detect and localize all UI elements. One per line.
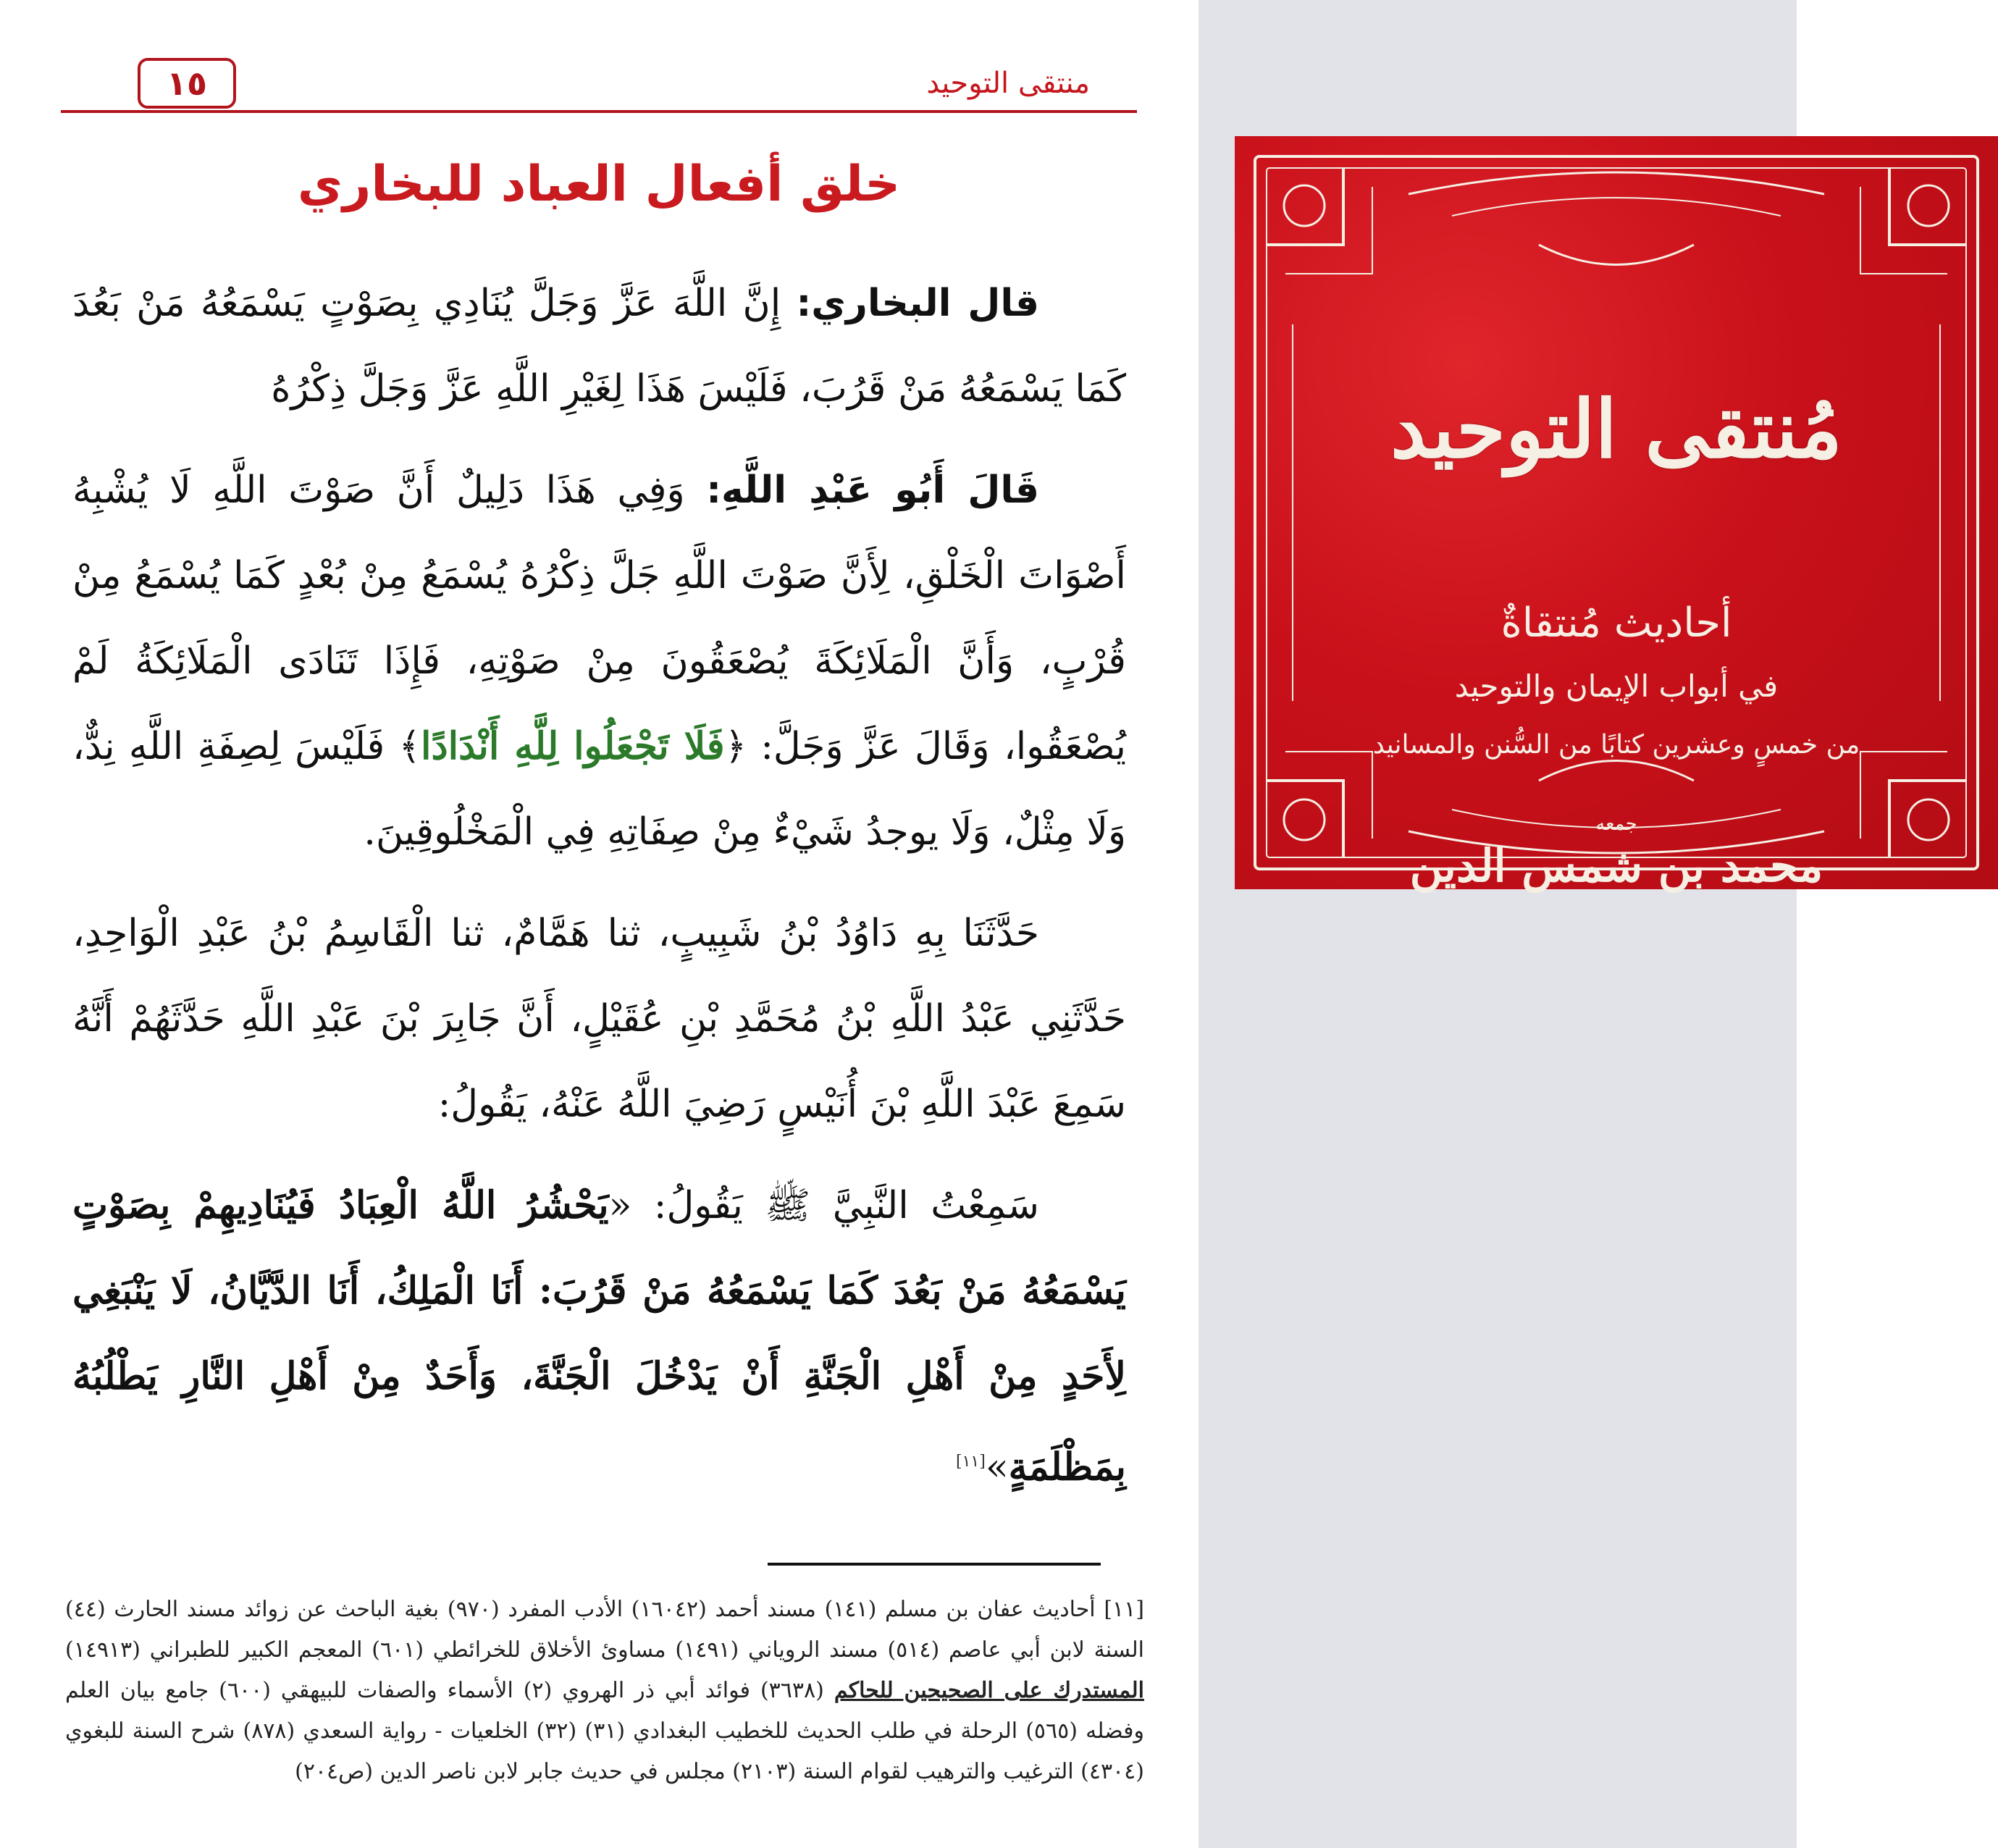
- paragraph-4: [72, 1163, 1126, 1510]
- cover-subtitle-3: من خمسٍ وعشرين كتابًا من السُّنن والمسانيد: [1372, 730, 1860, 760]
- footnote-text-2: (٣٦٣٨) فوائد أبي ذر الهروي (٢) الأسماء والصفات للبيهقي (٦٠٠) جامع بيان العلم وفضله (٥٦٥) الرحلة في طلب الحديث للخطيب البغدادي (٣١) (٣٢) الخلعيات - رواية السعدي (٨٧٨) شرح السنة للبغوي (٤٣٠٤) الترغيب والترهيب لقوام السنة (٢١٠٣) مجلس في حديث جابر لابن ناصر الدين (ص٢٠٤): [65, 1678, 1144, 1784]
- footnote: [65, 1589, 1144, 1792]
- cover-subtitle-2: في أبواب الإيمان والتوحيد: [1454, 668, 1779, 704]
- header-rule: [61, 110, 1137, 113]
- paragraph-2-text: وَفِي هَذَا دَلِيلٌ أَنَّ صَوْتَ اللَّهِ لَا يُشْبِهُ أَصْوَاتَ الْخَلْقِ، لِأَنَّ صَوْتَ اللَّهِ جَلَّ ذِكْرُهُ يُسْمَعُ مِنْ بُعْدٍ كَمَا يُسْمَعُ مِنْ قُرْبٍ، وَأَنَّ الْمَلَائِكَةَ يُصْعَقُونَ مِنْ صَوْتِهِ، فَإِذَا تَنَادَى الْمَلَائِكَةُ لَمْ يُصْعَقُوا، وَقَالَ عَزَّ وَجَلَّ: ﴿: [72, 469, 1127, 768]
- cover-subtitle-1: أحاديث مُنتقاةٌ: [1500, 600, 1732, 647]
- paragraph-2: [72, 448, 1126, 875]
- paragraph-3-text: حَدَّثَنَا بِهِ دَاوُدُ بْنُ شَبِيبٍ، ثنا هَمَّامٌ، ثنا الْقَاسِمُ بْنُ عَبْدِ الْوَاحِدِ، حَدَّثَنِي عَبْدُ اللَّهِ بْنُ مُحَمَّدِ بْنِ عُقَيْلٍ، أَنَّ جَابِرَ بْنَ عَبْدِ اللَّهِ حَدَّثَهُمْ أَنَّهُ سَمِعَ عَبْدَ اللَّهِ بْنَ أُنَيْسٍ رَضِيَ اللَّهُ عَنْهُ، يَقُولُ:: [72, 912, 1126, 1126]
- section-title: خلق أفعال العباد للبخاري: [297, 156, 901, 213]
- cover-ornament-frame: [1235, 136, 1998, 889]
- cover-author: محمد بن شمس الدين: [1409, 839, 1823, 892]
- quran-verse: فَلَا تَجْعَلُوا لِلَّهِ أَنْدَادًا: [421, 724, 725, 768]
- footnote-ref[interactable]: [١١]: [955, 1453, 986, 1471]
- footnote-rule: [768, 1563, 1101, 1566]
- paragraph-3: [72, 891, 1126, 1147]
- paragraph-2-lead: قَالَ أَبُو عَبْدِ اللَّهِ:: [706, 469, 1039, 512]
- paragraph-2-text-cont: ﴾ فَلَيْسَ لِصِفَةِ اللَّهِ نِدٌّ، وَلَا مِثْلٌ، وَلَا يوجدُ شَيْءٌ مِنْ صِفَاتِهِ فِي الْمَخْلُوقِينَ.: [72, 725, 1126, 854]
- paragraph-1-lead: قال البخاري:: [796, 282, 1039, 325]
- book-cover: [1235, 136, 1998, 892]
- cover-title: مُنتقى التوحيد: [1390, 382, 1842, 476]
- cover-compiled-by: [1235, 813, 1998, 892]
- hadith-text: يَحْشُرُ اللَّهُ الْعِبَادُ فَيُنَادِيهِمْ بِصَوْتٍ يَسْمَعُهُ مَنْ بَعُدَ كَمَا يَسْمَعُهُ مَنْ قَرُبَ: أَنَا الْمَلِكُ، أَنَا الدَّيَّانُ، لَا يَنْبَغِي لِأَحَدٍ مِنْ أَهْلِ الْجَنَّةِ أَنْ يَدْخُلَ الْجَنَّةَ، وَأَحَدٌ مِنْ أَهْلِ النَّارِ يَطْلُبُهُ بِمَظْلَمَةٍ: [72, 1183, 1126, 1490]
- footnote-text-1: [١١] أحاديث عفان بن مسلم (١٤١) مسند أحمد (١٦٠٤٢) الأدب المفرد (٩٧٠) بغية الباحث عن زوائد مسند الحارث (٤٤) السنة لابن أبي عاصم (٥١٤) مسند الروياني (١٤٩١) مساوئ الأخلاق للخرائطي (٦٠١) المعجم الكبير للطبراني (١٤٩١٣): [65, 1597, 1144, 1663]
- footnote-underlined: المستدرك على الصحيحين للحاكم: [834, 1678, 1144, 1703]
- page-number-box: ١٥: [138, 58, 236, 109]
- running-title: منتقى التوحيد: [926, 67, 1090, 100]
- paragraph-1-text: إِنَّ اللَّهَ عَزَّ وَجَلَّ يُنَادِي بِصَوْتٍ يَسْمَعُهُ مَنْ بَعُدَ كَمَا يَسْمَعُهُ مَنْ قَرُبَ، فَلَيْسَ هَذَا لِغَيْرِ اللَّهِ عَزَّ وَجَلَّ ذِكْرُهُ: [72, 282, 1126, 411]
- compiled-by-label: جمعه: [1595, 813, 1637, 835]
- paragraph-4-close: »: [985, 1445, 1009, 1490]
- paragraph-4-text: سَمِعْتُ النَّبِيَّ ﷺ يَقُولُ: «: [608, 1184, 1039, 1227]
- body-text: [72, 261, 1126, 1526]
- paragraph-1: [72, 261, 1126, 432]
